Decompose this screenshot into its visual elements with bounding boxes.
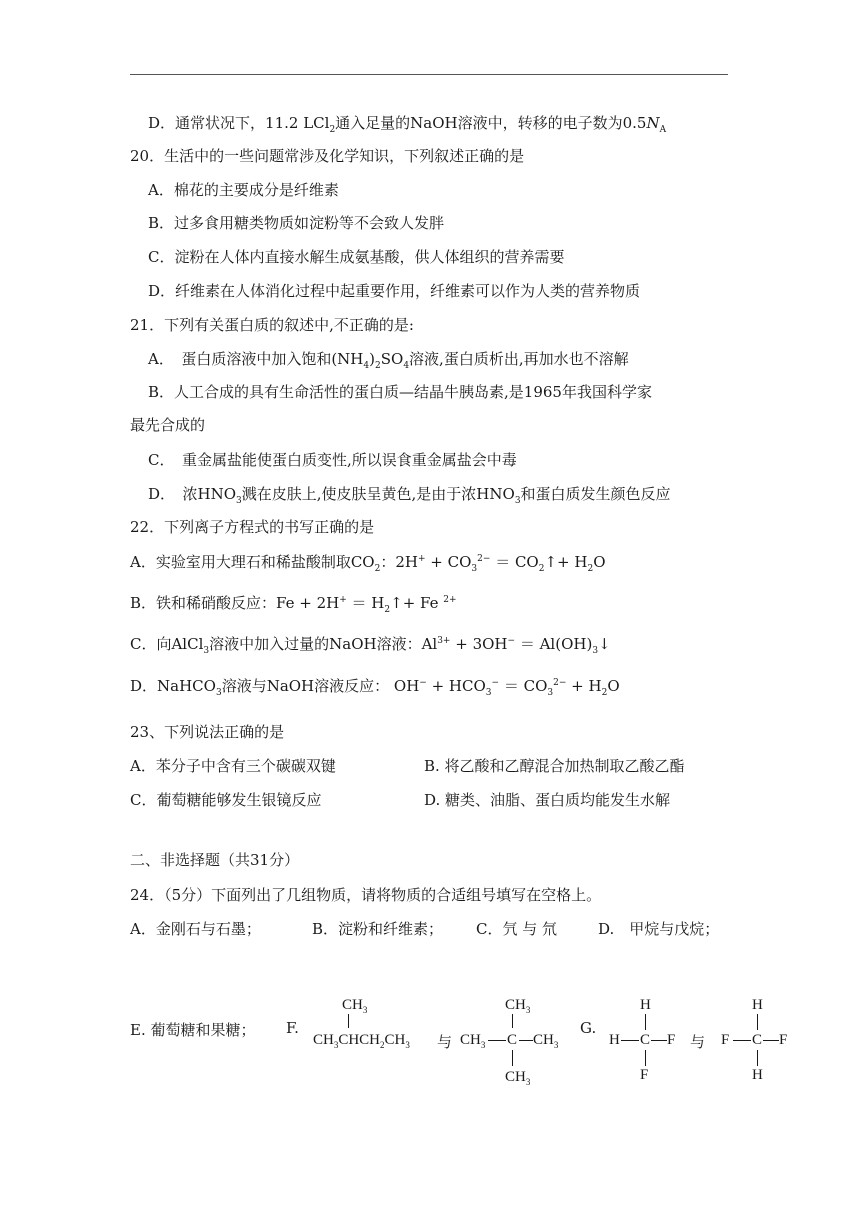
g1-f-bottom: F (640, 1067, 649, 1083)
bond-line (645, 1050, 646, 1066)
q24-option-g-label: G. (580, 1019, 597, 1037)
header-rule (130, 74, 728, 75)
q23-stem: 23、下列说法正确的是 (130, 723, 285, 741)
q21-option-c: C． 重金属盐能使蛋白质变性,所以误食重金属盐会中毒 (148, 451, 517, 469)
q23-option-b: B. 将乙酸和乙醇混合加热制取乙酸乙酯 (424, 757, 685, 775)
bond-line (512, 1014, 513, 1028)
g1-f-right: F (667, 1032, 676, 1048)
g2-h-bottom: H (752, 1067, 763, 1083)
bond-line (348, 1014, 349, 1028)
f-left-ch3-branch: $CH_3$ (342, 997, 368, 1015)
q20-stem: 20．生活中的一些问题常涉及化学知识，下列叙述正确的是 (130, 147, 525, 165)
f-right-ch3-top: $CH_3$ (505, 997, 531, 1015)
q21-option-b-line1: B．人工合成的具有生命活性的蛋白质—结晶牛胰岛素,是1965年我国科学家 (148, 383, 652, 401)
g2-f-left: F (721, 1032, 730, 1048)
q23-option-c: C．葡萄糖能够发生银镜反应 (130, 791, 322, 809)
f-and-word: 与 (437, 1033, 453, 1051)
bond-line (488, 1040, 506, 1041)
f-right-ch3-right: $CH_3$ (533, 1032, 559, 1050)
q24-stem: 24．（5分）下面列出了几组物质，请将物质的合适组号填写在空格上。 (130, 886, 602, 904)
g1-h-top: H (640, 997, 651, 1013)
q21-option-b-line2: 最先合成的 (130, 416, 206, 434)
q20-option-a: A．棉花的主要成分是纤维素 (148, 181, 339, 199)
q24-option-b: B．淀粉和纤维素； (312, 920, 444, 938)
q20-option-c: C．淀粉在人体内直接水解生成氨基酸，供人体组织的营养需要 (148, 248, 565, 266)
q22-option-c: C．向AlCl$_3$溶液中加入过量的NaOH溶液：$Al^{3+} + 3OH^-$ ＝ $Al(OH)_3↓$ (130, 635, 611, 656)
q23-option-d: D. 糖类、油脂、蛋白质均能发生水解 (424, 791, 671, 809)
q20-option-b: B．过多食用糖类物质如淀粉等不会致人发胖 (148, 214, 445, 232)
g2-h-top: H (752, 997, 763, 1013)
q22-option-b: B．铁和稀硝酸反应：$Fe + 2H^+ = H_2↑+ Fe$ $^{2+}$ (130, 594, 457, 615)
bond-line (645, 1014, 646, 1030)
q22-option-a: A．实验室用大理石和稀盐酸制取$CO_2$：$2H^+ + CO_3^{2-}$ ＝ $CO_2↑+ H_2O$ (130, 553, 606, 574)
bond-line (763, 1040, 779, 1041)
q23-option-a: A．苯分子中含有三个碳碳双键 (130, 757, 336, 775)
bond-line (512, 1050, 513, 1066)
bond-line (621, 1040, 639, 1041)
f-left-main-chain: $CH_3CHCH_2CH_3$ (313, 1032, 410, 1050)
q24-option-f-label: F. (286, 1019, 299, 1037)
q19-option-d: D．通常状况下，11.2 LCl$_2$通入足量的NaOH溶液中，转移的电子数为$0.5N_A$ (148, 114, 667, 135)
f-right-center-c: C (507, 1032, 518, 1048)
g1-h-left: H (609, 1032, 620, 1048)
f-right-ch3-left: $CH_3$ (460, 1032, 486, 1050)
bond-line (519, 1040, 533, 1041)
section-heading: 二、非选择题（共31分） (130, 851, 300, 869)
q24-option-d: D. 甲烷与戊烷； (598, 920, 720, 938)
bond-line (757, 1050, 758, 1066)
q21-stem: 21．下列有关蛋白质的叙述中,不正确的是: (130, 316, 414, 334)
g1-center-c: C (640, 1032, 651, 1048)
bond-line (757, 1014, 758, 1030)
q24-option-e: E. 葡萄糖和果糖； (130, 1021, 256, 1039)
g2-center-c: C (752, 1032, 763, 1048)
q24-option-a: A．金刚石与石墨； (130, 920, 261, 938)
g-and-word: 与 (690, 1033, 706, 1051)
g2-f-right: F (779, 1032, 788, 1048)
q21-option-d: D． 浓$HNO_3$溅在皮肤上,使皮肤呈黄色,是由于浓$HNO_3$和蛋白质发生颜色反应 (148, 485, 671, 506)
q22-stem: 22．下列离子方程式的书写正确的是 (130, 518, 375, 536)
q21-option-a: A． 蛋白质溶液中加入饱和$(NH_4)_2SO_4$溶液,蛋白质析出,再加水也不溶解 (148, 350, 629, 371)
q20-option-d: D．纤维素在人体消化过程中起重要作用，纤维素可以作为人类的营养物质 (148, 282, 641, 300)
f-right-ch3-bottom: $CH_3$ (505, 1069, 531, 1087)
bond-line (651, 1040, 667, 1041)
bond-line (733, 1040, 751, 1041)
q22-option-d: D．NaHCO$_3$溶液与NaOH溶液反应： $OH^- + HCO_3^- = CO_3^{2-} + H_2O$ (130, 677, 620, 698)
q24-option-c: C．氕 与 氘 (476, 920, 558, 938)
